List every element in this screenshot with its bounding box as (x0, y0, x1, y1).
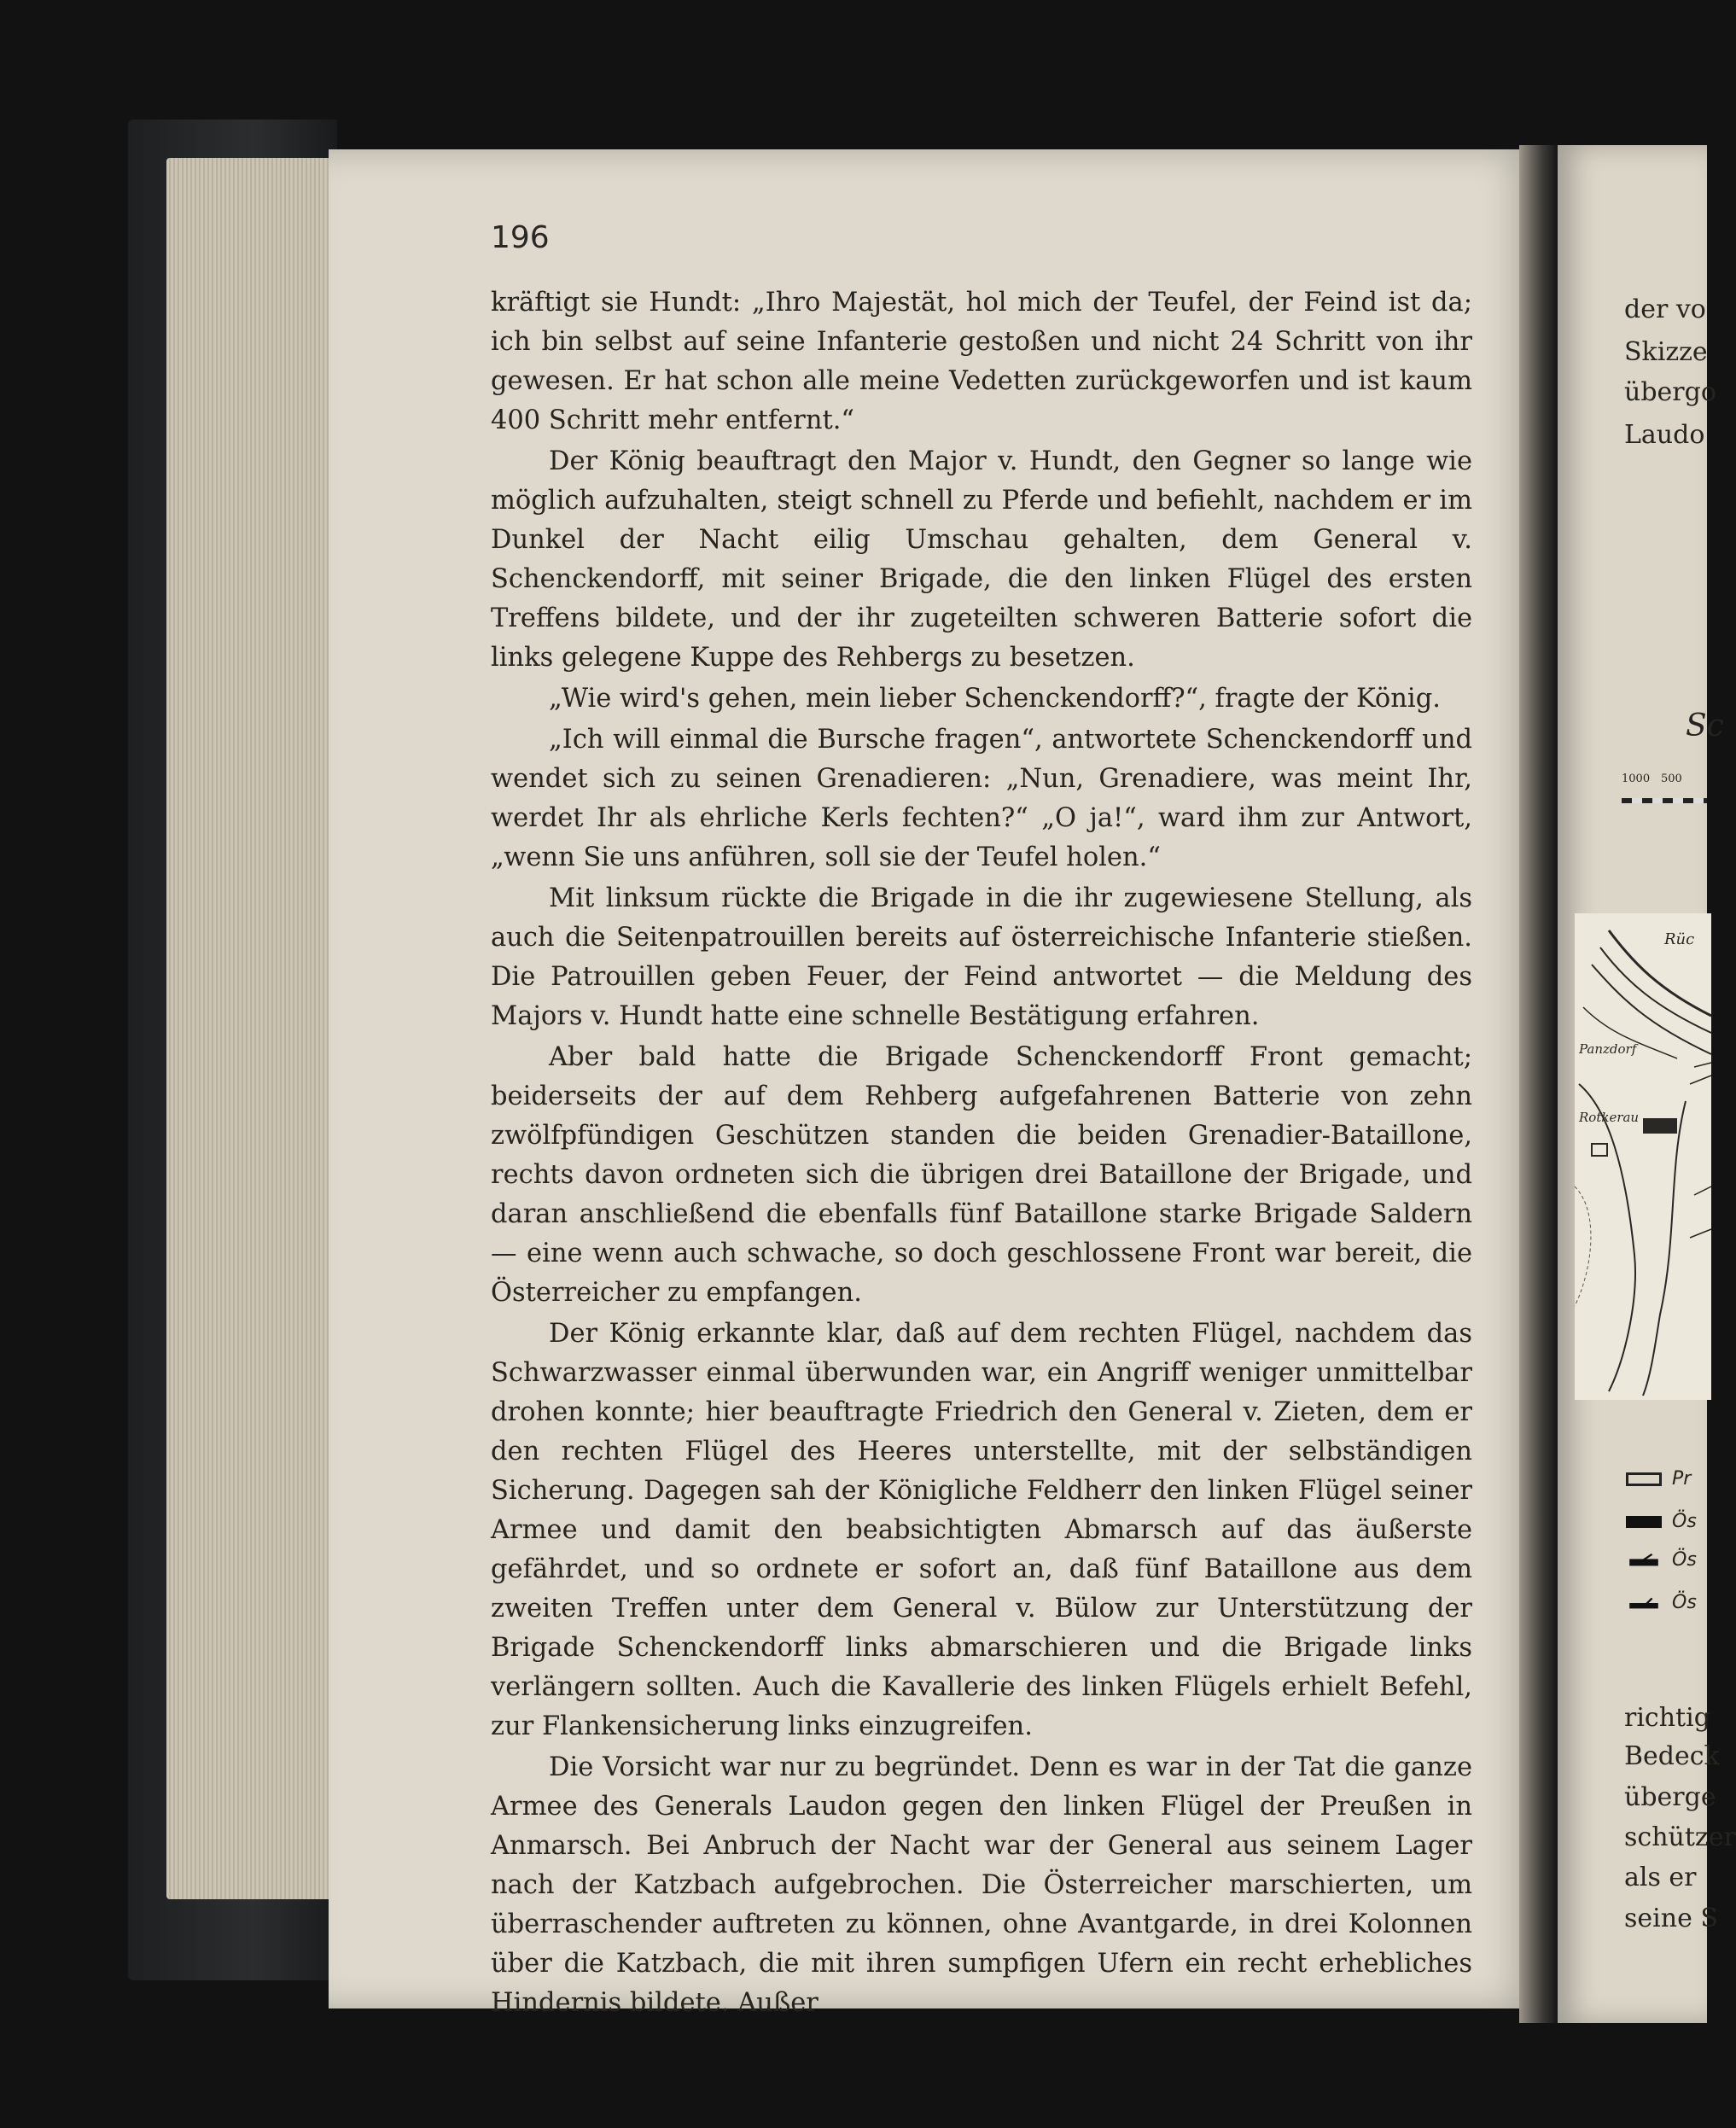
map-label: Panzdorf (1579, 1041, 1637, 1057)
right-page-line: schützer (1624, 1822, 1736, 1852)
book-gutter (1519, 145, 1558, 2023)
paragraph: Die Vorsicht war nur zu begründet. Denn es war in der Tat die ganze Armee des Generals Laudon gegen den linken Flügel der Preußen in Anmarsch. Bei Anbruch der Nacht war der General aus seinem Lager nach der Katzbach aufgebrochen. Die Österreicher marschierten, um überraschender auftreten zu können, ohne Avantgarde, in drei Kolonnen über die Katzbach, die mit ihren sumpfigen Ufern ein recht erhebliches Hindernis bildete. Außer (491, 1752, 1472, 2018)
paragraph: Der König erkannte klar, daß auf dem rechten Flügel, nachdem das Schwarzwasser einmal überwunden war, ein Angriff weniger unmittelbar drohen konnte; hier beauftragte Friedrich den General v. Zieten, dem er den rechten Flügel des Heeres unterstellte, mit der selbständigen Sicherung. Dagegen sah der Königliche Feldherr den linken Flügel seiner Armee und damit den beabsichtigten Abmarsch auf das äußerste gefährdet, und so ordnete er sofort an, daß fünf Bataillone aus dem zweiten Treffen unter dem General v. Bülow zur Unterstützung der Brigade Schenckendorff links abmarschieren und die Brigade links verlängern sollten. Auch die Kavallerie des linken Flügels erhielt Befehl, zur Flankensicherung links einzugreifen. (491, 1319, 1472, 1741)
scale-label: 1000 (1622, 772, 1651, 785)
paragraph: kräftigt sie Hundt: „Ihro Majestät, hol mich der Teufel, der Feind ist da; ich bin selbst auf seine Infanterie gestoßen und nicht 24 Schritt von ihr gewesen. Er hat schon alle meine Vedetten zurückgeworfen und ist kaum 400 Schritt mehr entfernt.“ (491, 288, 1472, 435)
right-page-line: Skizze (1624, 337, 1708, 367)
map-drawing (1575, 913, 1711, 1400)
legend-label: Pr (1672, 1468, 1692, 1490)
legend-item (1626, 1592, 1697, 1613)
legend-label: Ös (1672, 1592, 1697, 1613)
page-number: 196 (491, 220, 550, 255)
body-text (491, 283, 1472, 2025)
legend-item (1626, 1511, 1697, 1532)
legend-outline-box-icon (1626, 1472, 1662, 1486)
map-label: Rüc (1664, 930, 1695, 948)
paragraph: „Ich will einmal die Bursche fragen“, antwortete Schenckendorff und wendet sich zu seinen Grenadieren: „Nun, Grenadiere, was meint Ihr, werdet Ihr als ehrliche Kerls fechten?“ „O ja!“, ward ihm zur Antwort, „wenn Sie uns anführen, soll sie der Teufel holen.“ (491, 725, 1472, 872)
legend-label: Ös (1672, 1549, 1697, 1571)
scale-label: 500 (1661, 772, 1682, 785)
paragraph: Der König beauftragt den Major v. Hundt, den Gegner so lange wie möglich aufzuhalten, steigt schnell zu Pferde und befiehlt, nachdem er im Dunkel der Nacht eilig Umschau gehalten, dem General v. Schenckendorff, mit seiner Brigade, die den linken Flügel des ersten Treffens bildete, und der ihr zugeteilten schweren Batterie sofort die links gelegene Kuppe des Rehbergs zu besetzen. (491, 446, 1472, 673)
right-page-line: überge (1624, 1782, 1716, 1812)
legend-label: Ös (1672, 1511, 1697, 1532)
legend-cavalry-flag-small-icon (1626, 1596, 1662, 1610)
legend-item (1626, 1549, 1697, 1571)
map-scale-bar (1622, 798, 1707, 803)
paragraph: Mit linksum rückte die Brigade in die ihr zugewiesene Stellung, als auch die Seitenpatrouillen bereits auf österreichische Infanterie stießen. Die Patrouillen geben Feuer, der Feind antwortet — die Meldung des Majors v. Hundt hatte eine schnelle Bestätigung erfahren. (491, 883, 1472, 1031)
battle-map-sketch (1575, 913, 1711, 1400)
legend-item (1626, 1468, 1691, 1490)
legend-filled-box-icon (1626, 1516, 1662, 1528)
right-page-line: Laudo (1624, 420, 1705, 450)
map-label: Rotkerau (1579, 1110, 1640, 1125)
page-stack-edge (166, 158, 346, 1899)
right-page-line: der vo (1624, 294, 1706, 324)
right-page-line: Bedeck (1624, 1741, 1720, 1771)
right-page-line: seine S (1624, 1904, 1718, 1933)
legend-cavalry-flag-icon (1626, 1554, 1662, 1567)
right-page-line: als er (1624, 1863, 1697, 1892)
right-page-line: übergo (1624, 377, 1716, 407)
paragraph: Aber bald hatte die Brigade Schenckendorff Front gemacht; beiderseits der auf dem Rehberg aufgefahrenen Batterie von zehn zwölfpfündigen Geschützen standen die beiden Grenadier-Bataillone, rechts davon ordneten sich die übrigen drei Bataillone der Brigade, und daran anschließend die ebenfalls fünf Bataillone starke Brigade Saldern — eine wenn auch schwache, so doch geschlossene Front war bereit, die Österreicher zu empfangen. (491, 1042, 1472, 1308)
paragraph: „Wie wird's gehen, mein lieber Schenckendorff?“, fragte der König. (549, 684, 1441, 714)
map-heading-fragment: Sc (1686, 708, 1724, 743)
right-page-line: richtig (1624, 1703, 1710, 1733)
